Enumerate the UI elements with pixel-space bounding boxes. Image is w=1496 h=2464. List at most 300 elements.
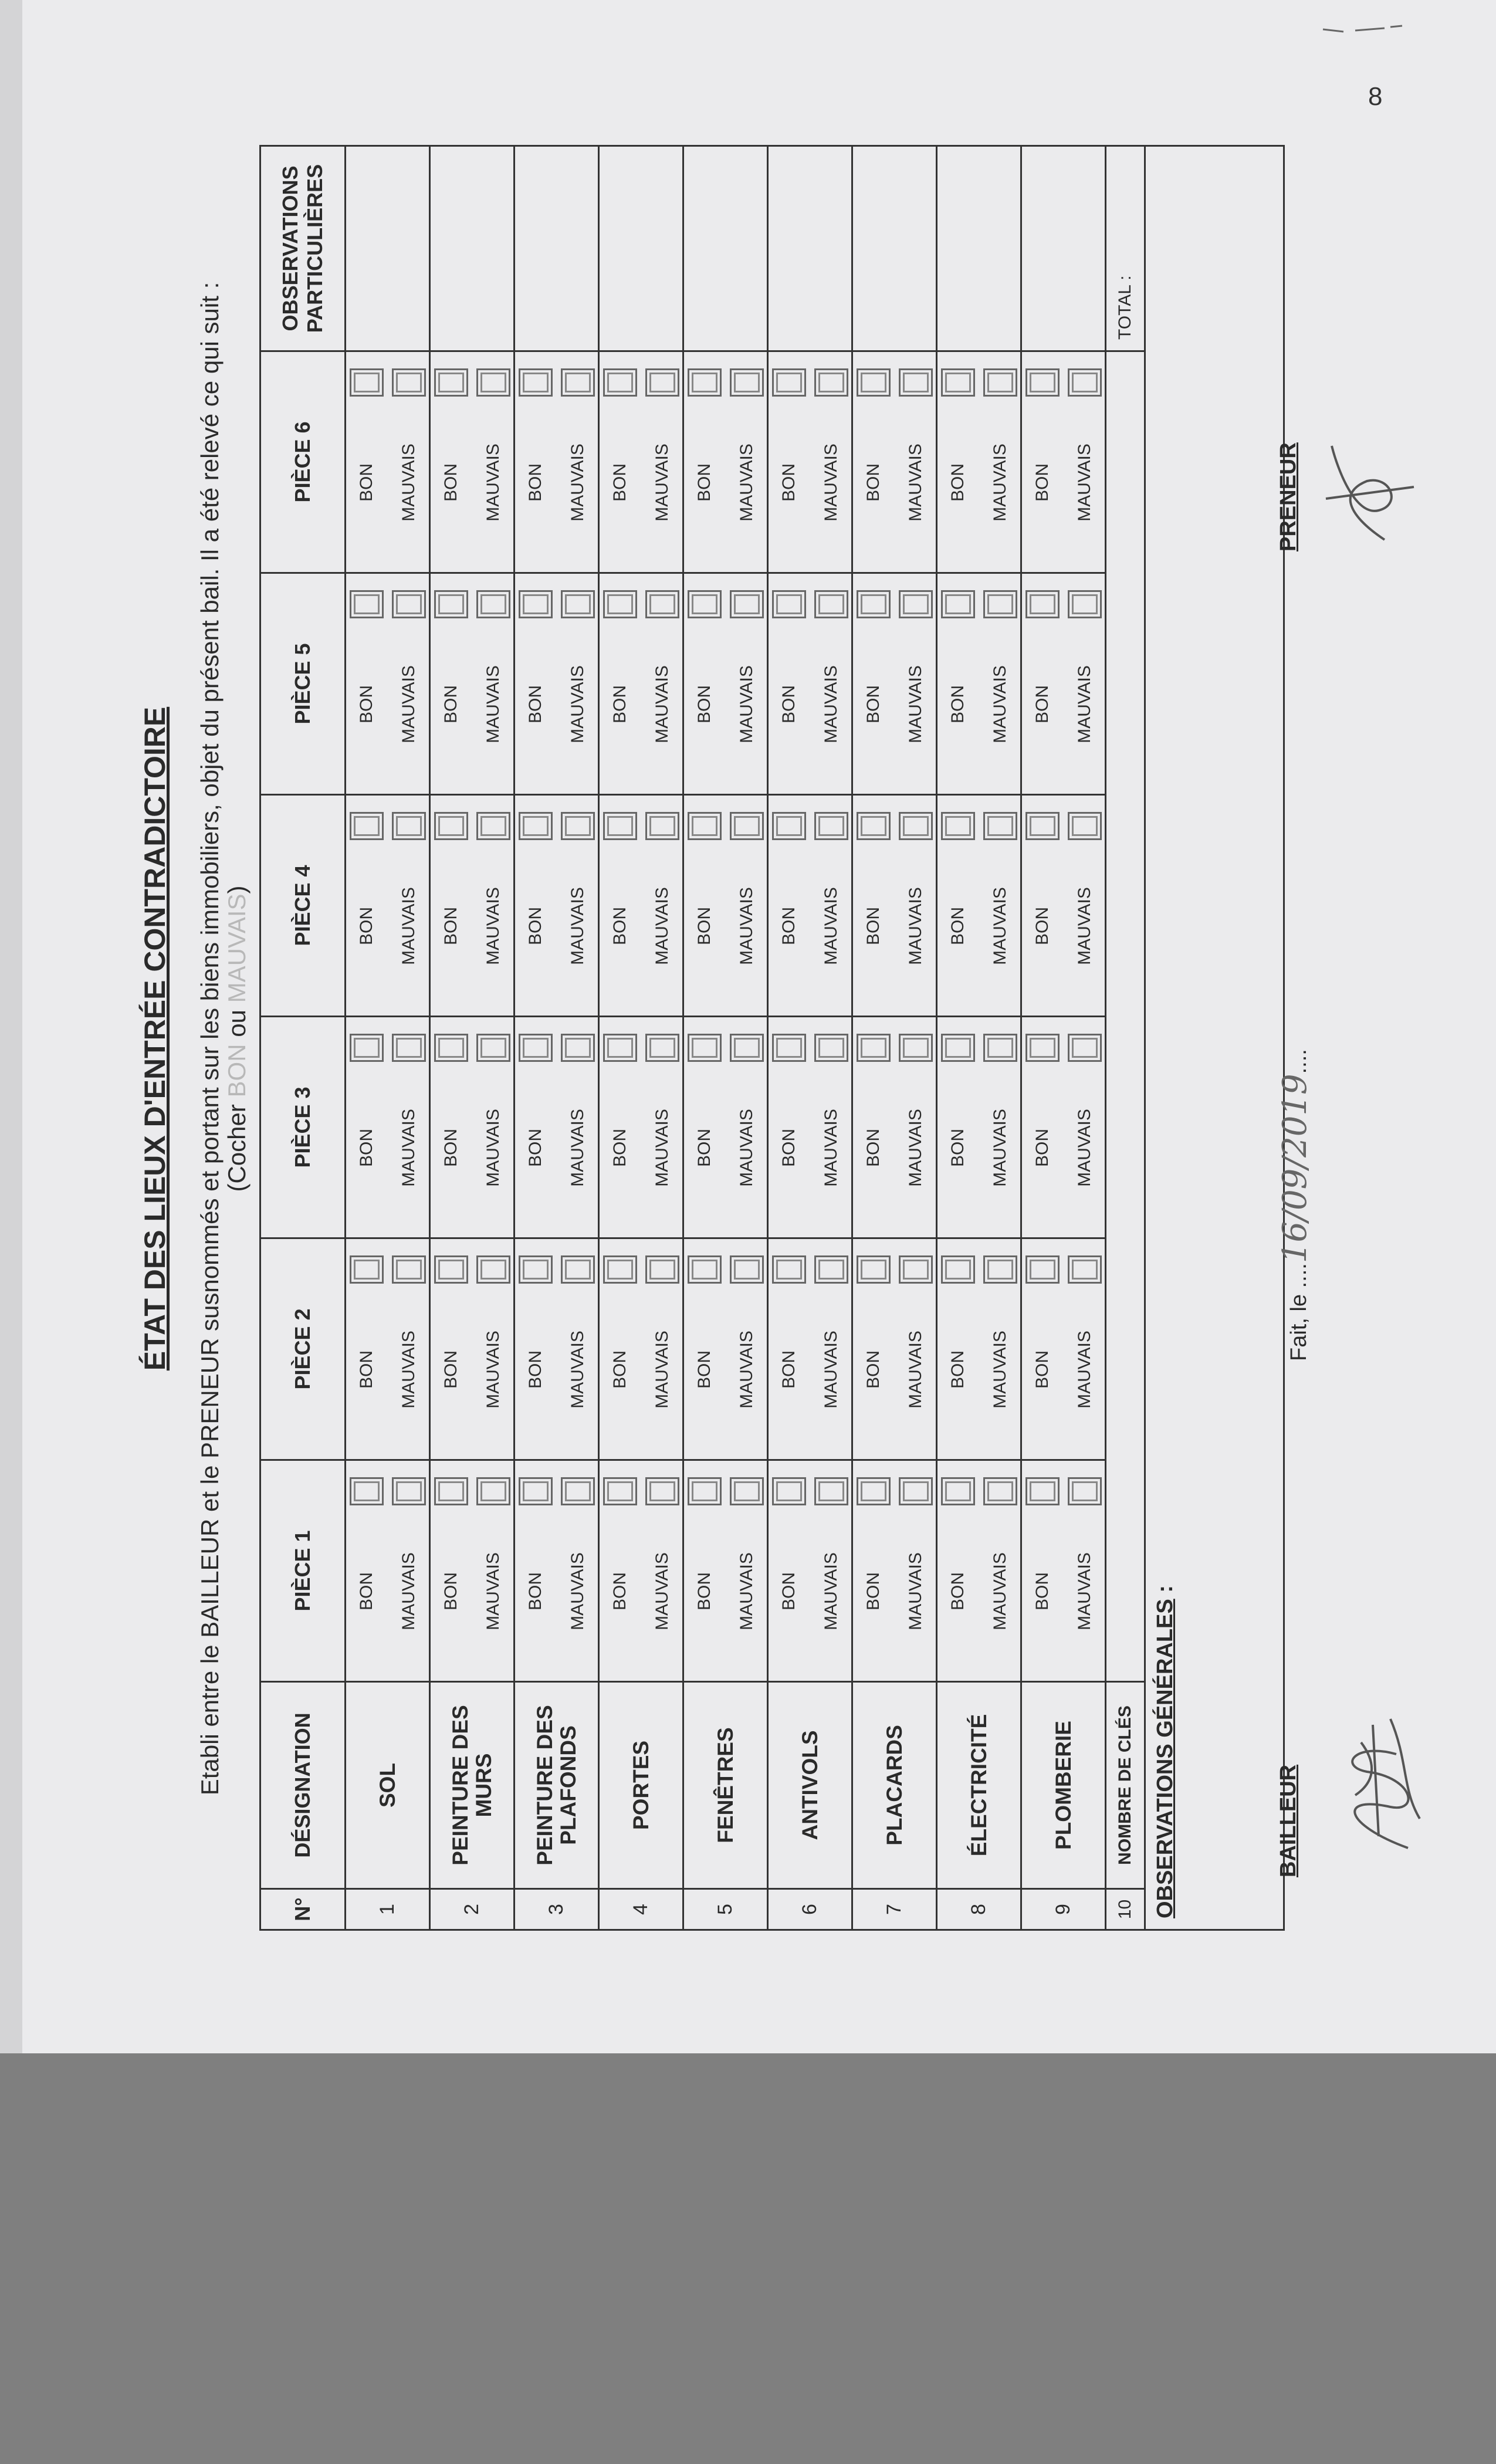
piece-5-cell	[346, 573, 430, 795]
condition-options	[1025, 1461, 1102, 1681]
checkbox-mauvais[interactable]	[561, 1255, 595, 1284]
row-designation: ANTIVOLS	[768, 1682, 852, 1889]
piece-5-cell	[430, 573, 515, 795]
checkbox-bon[interactable]	[603, 812, 637, 840]
table-row	[430, 146, 515, 1930]
option-mauvais-label: MAUVAIS	[652, 665, 672, 743]
checkbox-bon[interactable]	[434, 368, 468, 397]
option-mauvais-label: MAUVAIS	[736, 444, 756, 522]
checkbox-bon[interactable]	[519, 1477, 553, 1505]
option-bon	[688, 812, 722, 999]
option-bon-label: BON	[525, 1572, 545, 1611]
condition-options	[434, 574, 510, 794]
option-mauvais	[561, 1255, 595, 1443]
option-bon	[688, 1255, 722, 1443]
checkbox-mauvais[interactable]	[983, 1477, 1017, 1505]
piece-6-cell	[1021, 351, 1106, 573]
option-bon-label: BON	[947, 1351, 967, 1389]
option-bon	[857, 368, 891, 556]
table-row	[346, 146, 430, 1930]
option-mauvais-label: MAUVAIS	[398, 1331, 418, 1409]
option-bon	[519, 1255, 553, 1443]
checkbox-mauvais[interactable]	[645, 1034, 679, 1062]
row-number: 1	[346, 1889, 430, 1930]
date-dots: ....	[1287, 1049, 1311, 1074]
piece-4-cell	[346, 795, 430, 1017]
option-mauvais	[730, 1477, 764, 1664]
option-mauvais	[1068, 1255, 1102, 1443]
checkbox-mauvais[interactable]	[983, 368, 1017, 397]
option-mauvais	[561, 590, 595, 777]
option-mauvais-label: MAUVAIS	[990, 1331, 1010, 1409]
checkbox-bon[interactable]	[941, 1477, 975, 1505]
option-mauvais	[645, 812, 679, 999]
option-bon-label: BON	[1032, 1572, 1052, 1611]
checkbox-bon[interactable]	[772, 1477, 806, 1505]
inventory-table	[259, 145, 1285, 1931]
observations-cell	[937, 146, 1021, 351]
checkbox-mauvais[interactable]	[899, 590, 933, 618]
option-bon-label: BON	[694, 685, 714, 724]
checkbox-mauvais[interactable]	[899, 368, 933, 397]
option-mauvais	[814, 368, 848, 556]
checkbox-mauvais[interactable]	[814, 812, 848, 840]
option-bon-label: BON	[863, 685, 883, 724]
checkbox-mauvais[interactable]	[561, 812, 595, 840]
option-bon-label: BON	[525, 463, 545, 502]
option-mauvais	[814, 590, 848, 777]
piece-2-cell	[852, 1238, 937, 1460]
option-bon	[772, 1034, 806, 1221]
option-mauvais-label: MAUVAIS	[1074, 1109, 1094, 1187]
row-number: 9	[1021, 1889, 1106, 1930]
handwritten-date: 16/09/2019	[1276, 1074, 1314, 1264]
checkbox-bon[interactable]	[1025, 1034, 1060, 1062]
condition-options	[857, 574, 933, 794]
checkbox-mauvais[interactable]	[392, 590, 426, 618]
condition-options	[941, 1461, 1017, 1681]
option-bon-label: BON	[779, 1129, 798, 1167]
condition-options	[941, 574, 1017, 794]
condition-options	[350, 1461, 426, 1681]
option-bon-label: BON	[356, 685, 376, 724]
checkbox-bon[interactable]	[772, 368, 806, 397]
option-mauvais-label: MAUVAIS	[990, 887, 1010, 965]
condition-options	[519, 796, 595, 1016]
option-mauvais-label: MAUVAIS	[652, 1331, 672, 1409]
cocher-prefix: (Cocher	[223, 1104, 251, 1192]
cocher-mauvais: MAUVAIS	[223, 893, 251, 1003]
option-mauvais	[983, 590, 1017, 777]
checkbox-mauvais[interactable]	[1068, 812, 1102, 840]
condition-options	[350, 796, 426, 1016]
checkbox-mauvais[interactable]	[983, 590, 1017, 618]
checkbox-mauvais[interactable]	[983, 1034, 1017, 1062]
bailleur-text: BAILLEUR	[1276, 1764, 1301, 1877]
option-mauvais-label: MAUVAIS	[821, 887, 841, 965]
option-bon-label: BON	[610, 1572, 629, 1611]
checkbox-mauvais[interactable]	[730, 812, 764, 840]
piece-2-cell	[1021, 1238, 1106, 1460]
keys-count-cell	[1106, 351, 1145, 1682]
option-bon	[519, 812, 553, 999]
piece-5-cell	[1021, 573, 1106, 795]
option-bon	[350, 590, 384, 777]
option-bon-label: BON	[525, 685, 545, 724]
general-observations-row	[1145, 146, 1284, 1930]
option-bon	[857, 1477, 891, 1664]
checkbox-mauvais[interactable]	[899, 1477, 933, 1505]
checkbox-mauvais[interactable]	[814, 1477, 848, 1505]
option-mauvais-label: MAUVAIS	[990, 1109, 1010, 1187]
checkbox-mauvais[interactable]	[730, 1477, 764, 1505]
option-bon	[434, 590, 468, 777]
piece-3-cell	[599, 1017, 683, 1238]
option-bon	[1025, 1034, 1060, 1221]
option-mauvais	[730, 590, 764, 777]
checkbox-bon[interactable]	[603, 368, 637, 397]
observations-cell	[768, 146, 852, 351]
option-mauvais-label: MAUVAIS	[990, 444, 1010, 522]
condition-options	[772, 352, 848, 572]
condition-options	[688, 1461, 764, 1681]
option-bon	[603, 1034, 637, 1221]
table-row	[599, 146, 683, 1930]
checkbox-bon[interactable]	[519, 368, 553, 397]
checkbox-bon[interactable]	[941, 812, 975, 840]
checkbox-bon[interactable]	[350, 1034, 384, 1062]
piece-6-cell	[599, 351, 683, 573]
cocher-instruction	[224, 147, 251, 1931]
option-bon-label: BON	[441, 1129, 461, 1167]
condition-options	[1025, 574, 1102, 794]
observations-cell	[430, 146, 515, 351]
condition-options	[519, 1239, 595, 1459]
checkbox-mauvais[interactable]	[730, 590, 764, 618]
option-mauvais-label: MAUVAIS	[483, 444, 503, 522]
piece-4-cell	[1021, 795, 1106, 1017]
checkbox-bon[interactable]	[688, 1034, 722, 1062]
option-mauvais-label: MAUVAIS	[652, 1109, 672, 1187]
checkbox-bon[interactable]	[1025, 590, 1060, 618]
checkbox-bon[interactable]	[857, 1477, 891, 1505]
piece-2-cell	[515, 1238, 599, 1460]
checkbox-bon[interactable]	[688, 1255, 722, 1284]
checkbox-bon[interactable]	[857, 368, 891, 397]
option-mauvais-label: MAUVAIS	[1074, 1331, 1094, 1409]
option-bon-label: BON	[863, 1351, 883, 1389]
option-bon	[857, 590, 891, 777]
condition-options	[603, 1239, 679, 1459]
checkbox-bon[interactable]	[688, 368, 722, 397]
option-bon	[519, 1477, 553, 1664]
checkbox-bon[interactable]	[1025, 368, 1060, 397]
option-bon-label: BON	[610, 1129, 629, 1167]
condition-options	[434, 796, 510, 1016]
condition-options	[772, 1017, 848, 1237]
table-row	[768, 146, 852, 1930]
checkbox-bon[interactable]	[688, 590, 722, 618]
option-mauvais	[476, 812, 510, 999]
checkbox-mauvais[interactable]	[476, 1034, 510, 1062]
checkbox-bon[interactable]	[350, 1255, 384, 1284]
piece-4-cell	[852, 795, 937, 1017]
checkbox-bon[interactable]	[519, 812, 553, 840]
option-mauvais	[983, 1477, 1017, 1664]
checkbox-mauvais[interactable]	[814, 1255, 848, 1284]
keys-total: TOTAL :	[1106, 146, 1145, 351]
option-bon-label: BON	[441, 685, 461, 724]
option-mauvais-label: MAUVAIS	[736, 1331, 756, 1409]
option-mauvais-label: MAUVAIS	[567, 1109, 587, 1187]
option-bon-label: BON	[441, 907, 461, 946]
checkbox-bon[interactable]	[603, 1255, 637, 1284]
option-mauvais	[814, 812, 848, 999]
option-mauvais	[476, 368, 510, 556]
condition-options	[434, 352, 510, 572]
checkbox-mauvais[interactable]	[561, 1034, 595, 1062]
general-observations-label: OBSERVATIONS GÉNÉRALES	[1153, 1599, 1177, 1918]
option-mauvais-label: MAUVAIS	[398, 887, 418, 965]
checkbox-bon[interactable]	[941, 368, 975, 397]
checkbox-mauvais[interactable]	[392, 368, 426, 397]
checkbox-mauvais[interactable]	[476, 1477, 510, 1505]
piece-2-cell	[430, 1238, 515, 1460]
checkbox-mauvais[interactable]	[561, 368, 595, 397]
checkbox-bon[interactable]	[434, 1034, 468, 1062]
option-bon	[1025, 590, 1060, 777]
cocher-bon: BON	[223, 1044, 251, 1098]
checkbox-bon[interactable]	[772, 1255, 806, 1284]
option-bon-label: BON	[694, 463, 714, 502]
piece-1-cell	[430, 1460, 515, 1682]
checkbox-mauvais[interactable]	[983, 812, 1017, 840]
checkbox-mauvais[interactable]	[476, 1255, 510, 1284]
option-bon	[688, 1477, 722, 1664]
option-mauvais	[899, 1034, 933, 1221]
condition-options	[857, 1239, 933, 1459]
option-bon-label: BON	[610, 685, 629, 724]
option-bon-label: BON	[863, 907, 883, 946]
checkbox-bon[interactable]	[941, 1034, 975, 1062]
option-mauvais	[476, 590, 510, 777]
checkbox-bon[interactable]	[350, 590, 384, 618]
option-bon	[350, 368, 384, 556]
checkbox-bon[interactable]	[434, 1255, 468, 1284]
option-mauvais	[392, 1255, 426, 1443]
checkbox-bon[interactable]	[772, 812, 806, 840]
condition-options	[1025, 1239, 1102, 1459]
option-mauvais	[392, 368, 426, 556]
condition-options	[772, 796, 848, 1016]
table-row	[1021, 146, 1106, 1930]
checkbox-mauvais[interactable]	[392, 1034, 426, 1062]
checkbox-mauvais[interactable]	[899, 1255, 933, 1284]
checkbox-bon[interactable]	[350, 812, 384, 840]
column-header: DÉSIGNATION	[260, 1682, 346, 1889]
table-header-row	[260, 146, 346, 1930]
checkbox-bon[interactable]	[772, 1034, 806, 1062]
row-number: 8	[937, 1889, 1021, 1930]
checkbox-bon[interactable]	[350, 368, 384, 397]
piece-2-cell	[346, 1238, 430, 1460]
option-bon-label: BON	[779, 463, 798, 502]
option-mauvais	[392, 590, 426, 777]
column-header: PIÈCE 6	[260, 351, 346, 573]
option-bon	[941, 812, 975, 999]
condition-options	[1025, 352, 1102, 572]
checkbox-mauvais[interactable]	[1068, 590, 1102, 618]
option-bon-label: BON	[1032, 907, 1052, 946]
bailleur-label	[1276, 1765, 1301, 1877]
checkbox-mauvais[interactable]	[899, 1034, 933, 1062]
row-designation: FENÊTRES	[683, 1682, 768, 1889]
option-mauvais-label: MAUVAIS	[567, 444, 587, 522]
condition-options	[772, 574, 848, 794]
checkbox-bon[interactable]	[857, 1034, 891, 1062]
condition-options	[941, 352, 1017, 572]
option-mauvais	[899, 368, 933, 556]
cocher-ou: ou	[223, 1010, 251, 1037]
option-bon	[1025, 812, 1060, 999]
checkbox-mauvais[interactable]	[561, 590, 595, 618]
piece-1-cell	[937, 1460, 1021, 1682]
option-mauvais	[899, 1477, 933, 1664]
option-mauvais	[983, 1034, 1017, 1221]
option-mauvais	[814, 1255, 848, 1443]
checkbox-bon[interactable]	[772, 590, 806, 618]
checkbox-mauvais[interactable]	[983, 1255, 1017, 1284]
checkbox-bon[interactable]	[603, 1034, 637, 1062]
checkbox-bon[interactable]	[603, 1477, 637, 1505]
condition-options	[603, 574, 679, 794]
checkbox-bon[interactable]	[519, 590, 553, 618]
option-bon-label: BON	[947, 463, 967, 502]
piece-2-cell	[768, 1238, 852, 1460]
row-number: 10	[1106, 1889, 1145, 1930]
condition-options	[1025, 1017, 1102, 1237]
checkbox-bon[interactable]	[941, 1255, 975, 1284]
checkbox-mauvais[interactable]	[814, 1034, 848, 1062]
checkbox-mauvais[interactable]	[1068, 1255, 1102, 1284]
checkbox-mauvais[interactable]	[1068, 1477, 1102, 1505]
checkbox-mauvais[interactable]	[476, 812, 510, 840]
checkbox-bon[interactable]	[434, 812, 468, 840]
option-bon	[772, 1477, 806, 1664]
checkbox-mauvais[interactable]	[392, 1477, 426, 1505]
checkbox-bon[interactable]	[857, 1255, 891, 1284]
checkbox-bon[interactable]	[688, 812, 722, 840]
column-header: PIÈCE 4	[260, 795, 346, 1017]
checkbox-mauvais[interactable]	[814, 368, 848, 397]
column-header: PIÈCE 2	[260, 1238, 346, 1460]
checkbox-mauvais[interactable]	[1068, 368, 1102, 397]
checkbox-bon[interactable]	[688, 1477, 722, 1505]
option-bon	[603, 1477, 637, 1664]
option-bon-label: BON	[356, 1572, 376, 1611]
checkbox-bon[interactable]	[1025, 1255, 1060, 1284]
condition-options	[857, 796, 933, 1016]
condition-options	[350, 1239, 426, 1459]
option-bon	[434, 1034, 468, 1221]
option-mauvais	[1068, 590, 1102, 777]
checkbox-bon[interactable]	[519, 1255, 553, 1284]
checkbox-bon[interactable]	[434, 590, 468, 618]
checkbox-bon[interactable]	[603, 590, 637, 618]
piece-1-cell	[346, 1460, 430, 1682]
condition-options	[688, 1017, 764, 1237]
checkbox-mauvais[interactable]	[392, 812, 426, 840]
option-bon-label: BON	[525, 907, 545, 946]
checkbox-bon[interactable]	[941, 590, 975, 618]
condition-options	[603, 1461, 679, 1681]
checkbox-mauvais[interactable]	[814, 590, 848, 618]
option-mauvais	[561, 368, 595, 556]
checkbox-mauvais[interactable]	[730, 368, 764, 397]
checkbox-bon[interactable]	[350, 1477, 384, 1505]
document-title: ÉTAT DES LIEUX D'ENTRÉE CONTRADICTOIRE	[138, 706, 171, 1371]
option-bon-label: BON	[1032, 685, 1052, 724]
piece-1-cell	[515, 1460, 599, 1682]
checkbox-mauvais[interactable]	[730, 1034, 764, 1062]
cocher-suffix: )	[223, 885, 251, 894]
piece-5-cell	[515, 573, 599, 795]
condition-options	[519, 1461, 595, 1681]
checkbox-mauvais[interactable]	[730, 1255, 764, 1284]
checkbox-mauvais[interactable]	[899, 812, 933, 840]
option-bon	[941, 368, 975, 556]
checkbox-mauvais[interactable]	[645, 812, 679, 840]
fait-le-label: Fait, le ....	[1287, 1263, 1311, 1361]
checkbox-bon[interactable]	[434, 1477, 468, 1505]
row-designation: PLACARDS	[852, 1682, 937, 1889]
checkbox-mauvais[interactable]	[476, 368, 510, 397]
checkbox-mauvais[interactable]	[1068, 1034, 1102, 1062]
table-row	[683, 146, 768, 1930]
row-designation: PLOMBERIE	[1021, 1682, 1106, 1889]
option-bon	[941, 1255, 975, 1443]
piece-5-cell	[599, 573, 683, 795]
column-header: PIÈCE 1	[260, 1460, 346, 1682]
piece-1-cell	[852, 1460, 937, 1682]
piece-4-cell	[937, 795, 1021, 1017]
checkbox-mauvais[interactable]	[645, 1477, 679, 1505]
option-mauvais-label: MAUVAIS	[905, 1331, 925, 1409]
keys-designation: NOMBRE DE CLÉS	[1106, 1682, 1145, 1889]
checkbox-mauvais[interactable]	[392, 1255, 426, 1284]
checkbox-mauvais[interactable]	[645, 590, 679, 618]
checkbox-bon[interactable]	[1025, 1477, 1060, 1505]
checkbox-mauvais[interactable]	[476, 590, 510, 618]
checkbox-mauvais[interactable]	[561, 1477, 595, 1505]
checkbox-bon[interactable]	[857, 590, 891, 618]
checkbox-bon[interactable]	[519, 1034, 553, 1062]
option-mauvais-label: MAUVAIS	[398, 665, 418, 743]
condition-options	[857, 1017, 933, 1237]
checkbox-bon[interactable]	[857, 812, 891, 840]
checkbox-bon[interactable]	[1025, 812, 1060, 840]
checkbox-mauvais[interactable]	[645, 1255, 679, 1284]
piece-2-cell	[599, 1238, 683, 1460]
option-mauvais-label: MAUVAIS	[567, 1331, 587, 1409]
option-mauvais	[814, 1477, 848, 1664]
checkbox-mauvais[interactable]	[645, 368, 679, 397]
piece-2-cell	[937, 1238, 1021, 1460]
option-bon	[688, 1034, 722, 1221]
piece-1-cell	[768, 1460, 852, 1682]
option-mauvais	[814, 1034, 848, 1221]
row-number: 2	[430, 1889, 515, 1930]
